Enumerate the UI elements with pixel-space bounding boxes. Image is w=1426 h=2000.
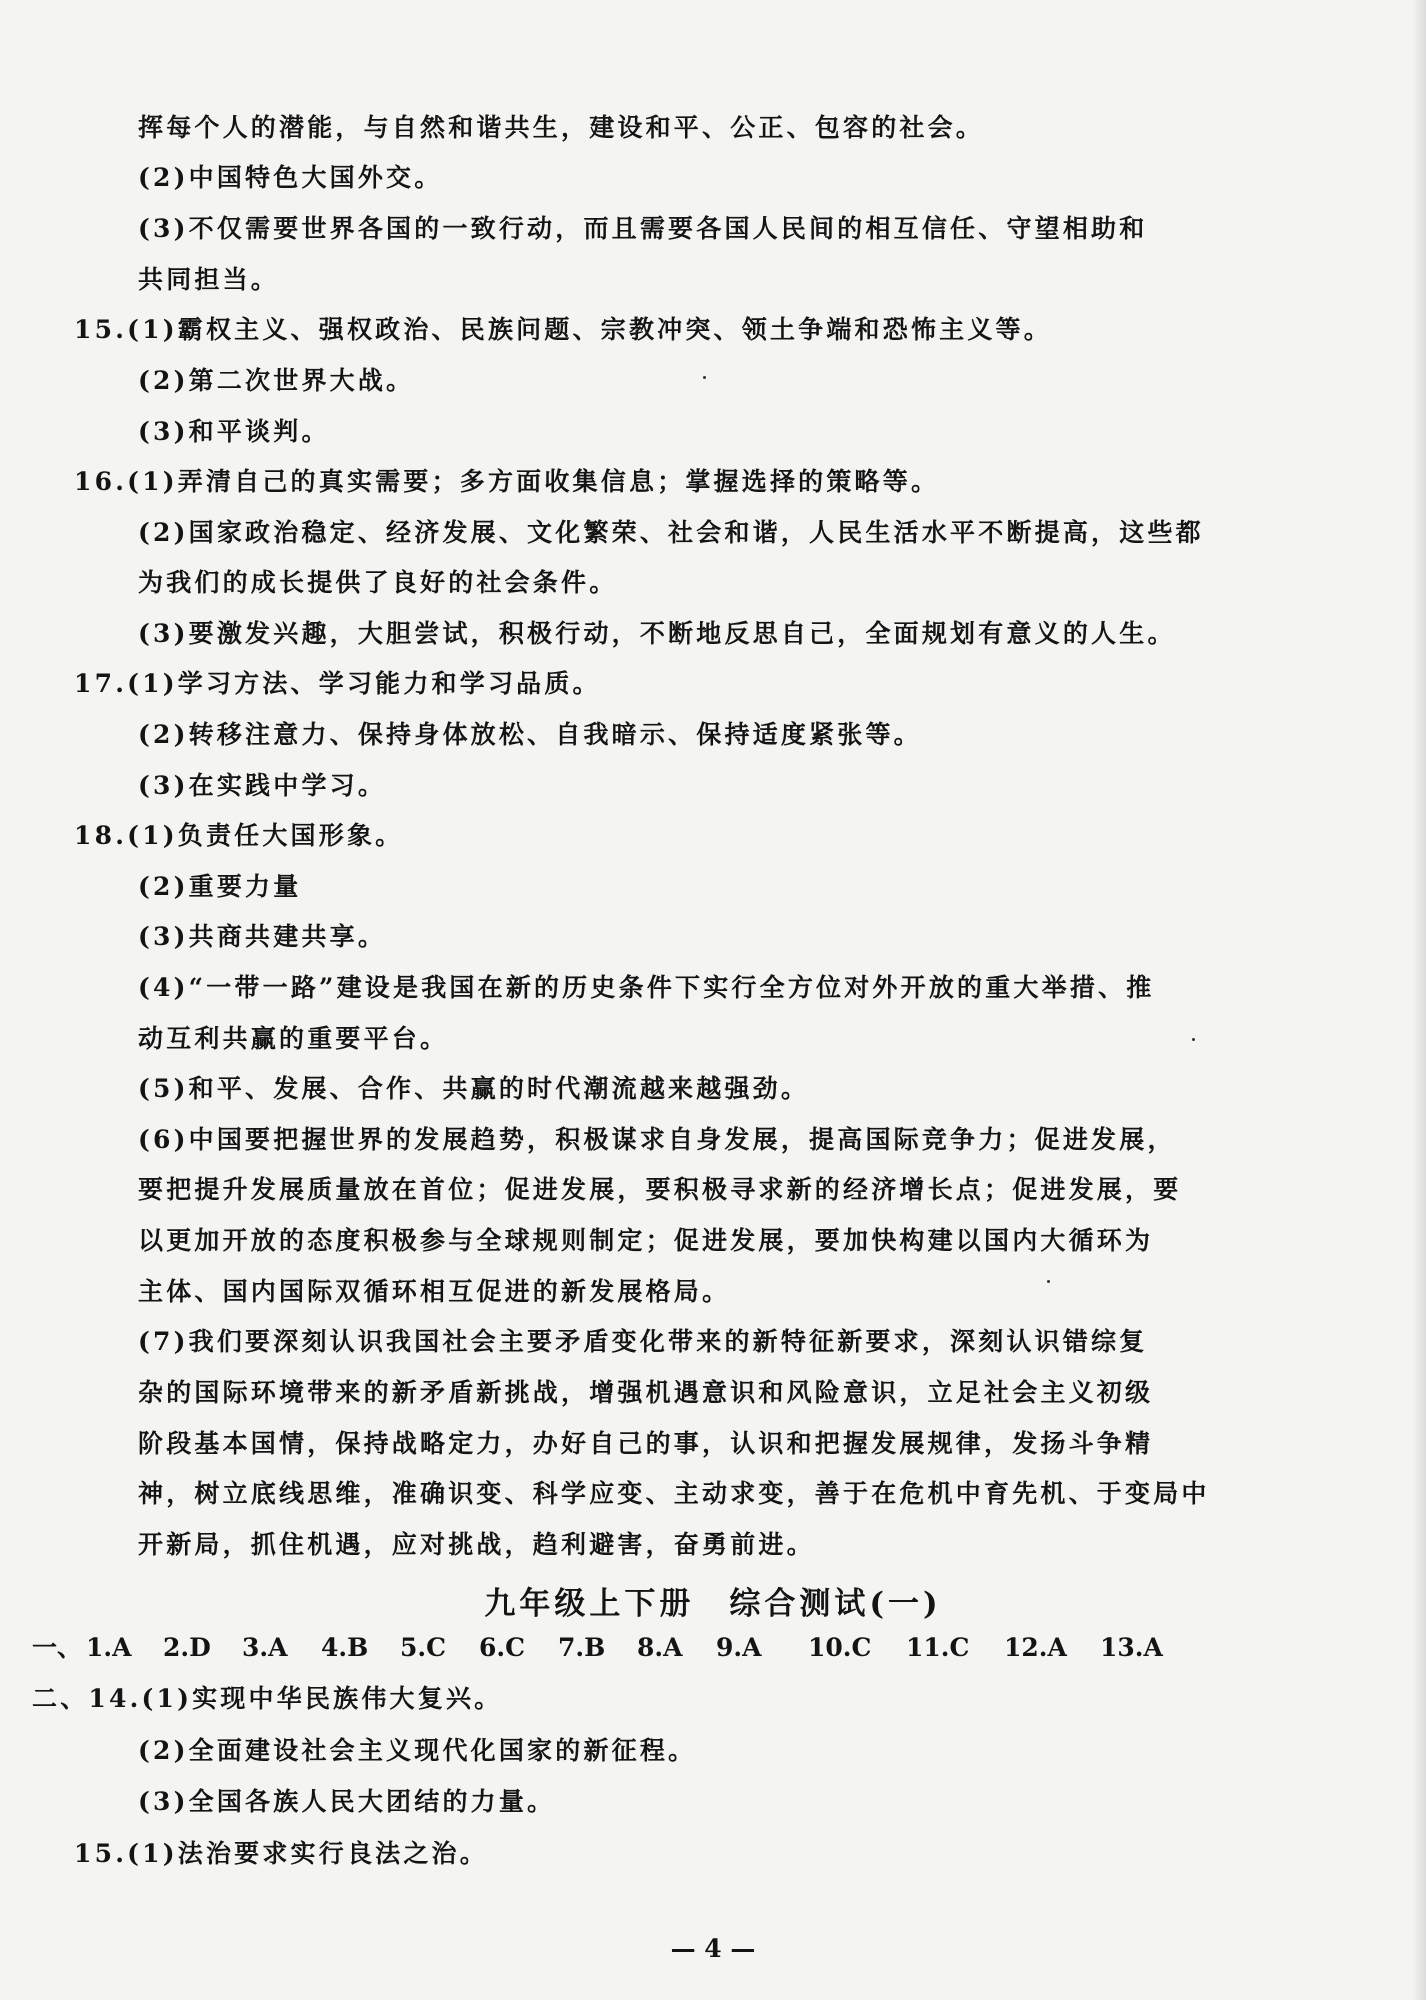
answer-line: 共同担当。 xyxy=(138,265,280,294)
answer-line: 挥每个人的潜能，与自然和谐共生，建设和平、公正、包容的社会。 xyxy=(138,113,985,142)
mc-answer: 5.C xyxy=(400,1633,446,1662)
mc-answer: 3.A xyxy=(242,1633,288,1662)
answer-line: (7)我们要深刻认识我国社会主要矛盾变化带来的新特征新要求，深刻认识错综复 xyxy=(138,1327,1148,1356)
answer-line: 神，树立底线思维，准确识变、科学应变、主动求变，善于在危机中育先机、于变局中 xyxy=(138,1479,1210,1508)
mc-answer: 8.A xyxy=(637,1633,683,1662)
answer-line: (3)和平谈判。 xyxy=(138,417,330,446)
answer-line: 杂的国际环境带来的新矛盾新挑战，增强机遇意识和风险意识，立足社会主义初级 xyxy=(138,1378,1154,1407)
mc-answer: 12.A xyxy=(1004,1633,1067,1662)
mc-answer: 6.C xyxy=(479,1633,525,1662)
answer-line: 要把提升发展质量放在首位；促进发展，要积极寻求新的经济增长点；促进发展，要 xyxy=(138,1175,1182,1204)
mc-answer: 9.A xyxy=(716,1633,762,1662)
answer-line: (2)国家政治稳定、经济发展、文化繁荣、社会和谐，人民生活水平不断提高，这些都 xyxy=(138,518,1204,547)
mc-answer: 1.A xyxy=(86,1633,132,1662)
scan-speck xyxy=(1047,1280,1050,1283)
answer-line: (2)重要力量 xyxy=(138,872,302,901)
answer-line: (2)全面建设社会主义现代化国家的新征程。 xyxy=(138,1736,697,1765)
answer-line: 阶段基本国情，保持战略定力，办好自己的事，认识和把握发展规律，发扬斗争精 xyxy=(138,1429,1154,1458)
answer-line: 动互利共赢的重要平台。 xyxy=(138,1024,449,1053)
answer-line: 15.(1)霸权主义、强权政治、民族问题、宗教冲突、领土争端和恐怖主义等。 xyxy=(74,315,1052,344)
answer-line: 18.(1)负责任大国形象。 xyxy=(74,821,404,850)
answer-line: 以更加开放的态度积极参与全球规则制定；促进发展，要加快构建以国内大循环为 xyxy=(138,1226,1154,1255)
section-heading: 九年级上下册 综合测试(一) xyxy=(484,1586,942,1622)
mc-answer: 4.B xyxy=(321,1633,369,1662)
answer-line: 二、14.(1)实现中华民族伟大复兴。 xyxy=(32,1684,503,1713)
scan-edge-shadow xyxy=(1412,0,1426,2000)
mc-section-prefix: 一、 xyxy=(32,1633,83,1662)
mc-answer: 2.D xyxy=(163,1633,211,1662)
answer-line: (3)全国各族人民大团结的力量。 xyxy=(138,1787,556,1816)
scan-speck xyxy=(703,376,706,379)
answer-line: (4)“一带一路”建设是我国在新的历史条件下实行全方位对外开放的重大举措、推 xyxy=(138,973,1155,1002)
scan-speck xyxy=(1192,1038,1195,1041)
mc-answer: 7.B xyxy=(558,1633,606,1662)
answer-line: (2)第二次世界大战。 xyxy=(138,366,415,395)
answer-line: 16.(1)弄清自己的真实需要；多方面收集信息；掌握选择的策略等。 xyxy=(74,467,940,496)
answer-line: (3)在实践中学习。 xyxy=(138,771,387,800)
answer-line: (2)转移注意力、保持身体放松、自我暗示、保持适度紧张等。 xyxy=(138,720,922,749)
answer-line: (5)和平、发展、合作、共赢的时代潮流越来越强劲。 xyxy=(138,1074,810,1103)
answer-line: 15.(1)法治要求实行良法之治。 xyxy=(74,1839,488,1868)
mc-answer: 11.C xyxy=(906,1633,970,1662)
mc-answer: 13.A xyxy=(1100,1633,1163,1662)
answer-line: (3)共商共建共享。 xyxy=(138,922,387,951)
answer-line: (3)要激发兴趣，大胆尝试，积极行动，不断地反思自己，全面规划有意义的人生。 xyxy=(138,619,1176,648)
mc-answer: 10.C xyxy=(808,1633,872,1662)
answer-line: 为我们的成长提供了良好的社会条件。 xyxy=(138,568,618,597)
answer-line: (3)不仅需要世界各国的一致行动，而且需要各国人民间的相互信任、守望相助和 xyxy=(138,214,1148,243)
answer-line: (6)中国要把握世界的发展趋势，积极谋求自身发展，提高国际竞争力；促进发展， xyxy=(138,1125,1176,1154)
page-number: — 4 — xyxy=(670,1934,756,1963)
answer-line: 主体、国内国际双循环相互促进的新发展格局。 xyxy=(138,1277,731,1306)
answer-line: 开新局，抓住机遇，应对挑战，趋利避害，奋勇前进。 xyxy=(138,1530,815,1559)
answer-line: 17.(1)学习方法、学习能力和学习品质。 xyxy=(74,669,601,698)
answer-line: (2)中国特色大国外交。 xyxy=(138,163,443,192)
